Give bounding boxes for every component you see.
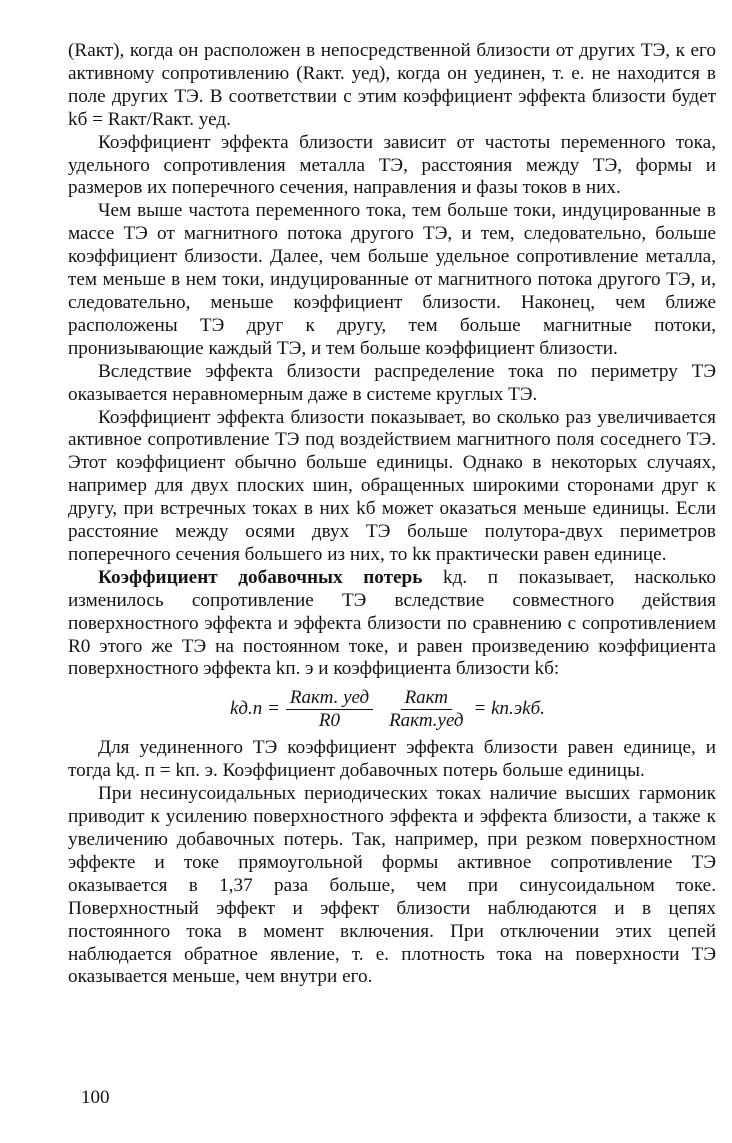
paragraph-6 (68, 567, 716, 682)
body-text (68, 40, 716, 989)
bold-term: Коэффициент добавочных потерь (98, 566, 423, 588)
paragraph-2: Коэффициент эффекта близости зависит от частоты переменного тока, удельного сопротивления металла ТЭ, расстояния между ТЭ, формы и размеров их поперечного сечения, направления и фазы токов в них. (68, 131, 716, 199)
fraction-1 (286, 687, 373, 732)
fraction-2 (385, 687, 467, 732)
paragraph-6-rest: kд. п показывает, насколько изменилось сопротивление ТЭ вследствие совместного действия поверхностного эффекта и эффекта близости по сравнению с сопротивлением R0 этого же ТЭ на постоянном токе, и равен произведению коэффициента поверхностного эффекта kп. э и коэффициента близости kб: (68, 566, 716, 680)
paragraph-3: Чем выше частота переменного тока, тем больше токи, индуцированные в массе ТЭ от магнитного потока другого ТЭ, и тем, следовательно, больше коэффициент близости. Далее, чем больше удельное сопротивление металла, тем меньше в нем токи, индуцированные от магнитного потока другого ТЭ, и, следовательно, меньше коэффициент близости. Наконец, чем ближе расположены ТЭ друг к другу, тем больше магнитные потоки, пронизывающие каждый ТЭ, и тем больше коэффициент близости. (68, 200, 716, 359)
formula (68, 681, 716, 737)
fraction-1-numerator: Rакт. уед (286, 687, 373, 710)
fraction-2-denominator: Rакт.уед (389, 709, 464, 731)
formula-rhs: = kп.эkб. (473, 697, 545, 719)
paragraph-4: Вследствие эффекта близости распределение тока по периметру ТЭ оказывается неравномерным даже в системе круглых ТЭ. (68, 360, 716, 405)
fraction-1-denominator: R0 (318, 709, 341, 731)
paragraph-5: Коэффициент эффекта близости показывает, во сколько раз увеличивается активное сопротивление ТЭ под воздействием магнитного поля соседнего ТЭ. Этот коэффициент обычно больше единицы. Однако в некоторых случаях, например для двух плоских шин, обращенных широкими сторонами друг к другу, при встречных токах в них kб может оказаться меньше единицы. Если расстояние между осями двух ТЭ больше полутора-двух периметров поперечного сечения большего из них, то kк практически равен единице. (68, 406, 716, 565)
formula-lhs: kд.п = (230, 697, 280, 719)
paragraph-8: При несинусоидальных периодических токах наличие высших гармоник приводит к усилению поверхностного эффекта и эффекта близости, а также к увеличению добавочных потерь. Так, например, при резком поверхностном эффекте и токе прямоугольной формы активное сопротивление ТЭ оказывается в 1,37 раза больше, чем при синусоидальном токе. Поверхностный эффект и эффект близости наблюдаются и в цепях постоянного тока в момент включения. При отключении этих цепей наблюдается обратное явление, т. е. плотность тока на поверхности ТЭ оказывается меньше, чем внутри его. (68, 783, 716, 988)
paragraph-7: Для уединенного ТЭ коэффициент эффекта близости равен единице, и тогда kд. п = kп. э. Коэффициент добавочных потерь больше единицы. (68, 737, 716, 782)
page-number: 100 (81, 1087, 110, 1108)
fraction-2-numerator: Rакт (401, 687, 452, 710)
paragraph-1: (Rакт), когда он расположен в непосредственной близости от других ТЭ, к его активному сопротивлению (Rакт. уед), когда он уединен, т. е. не находится в поле других ТЭ. В соответствии с этим коэффициент эффекта близости будет kб = Rакт/Rакт. уед. (68, 40, 716, 130)
